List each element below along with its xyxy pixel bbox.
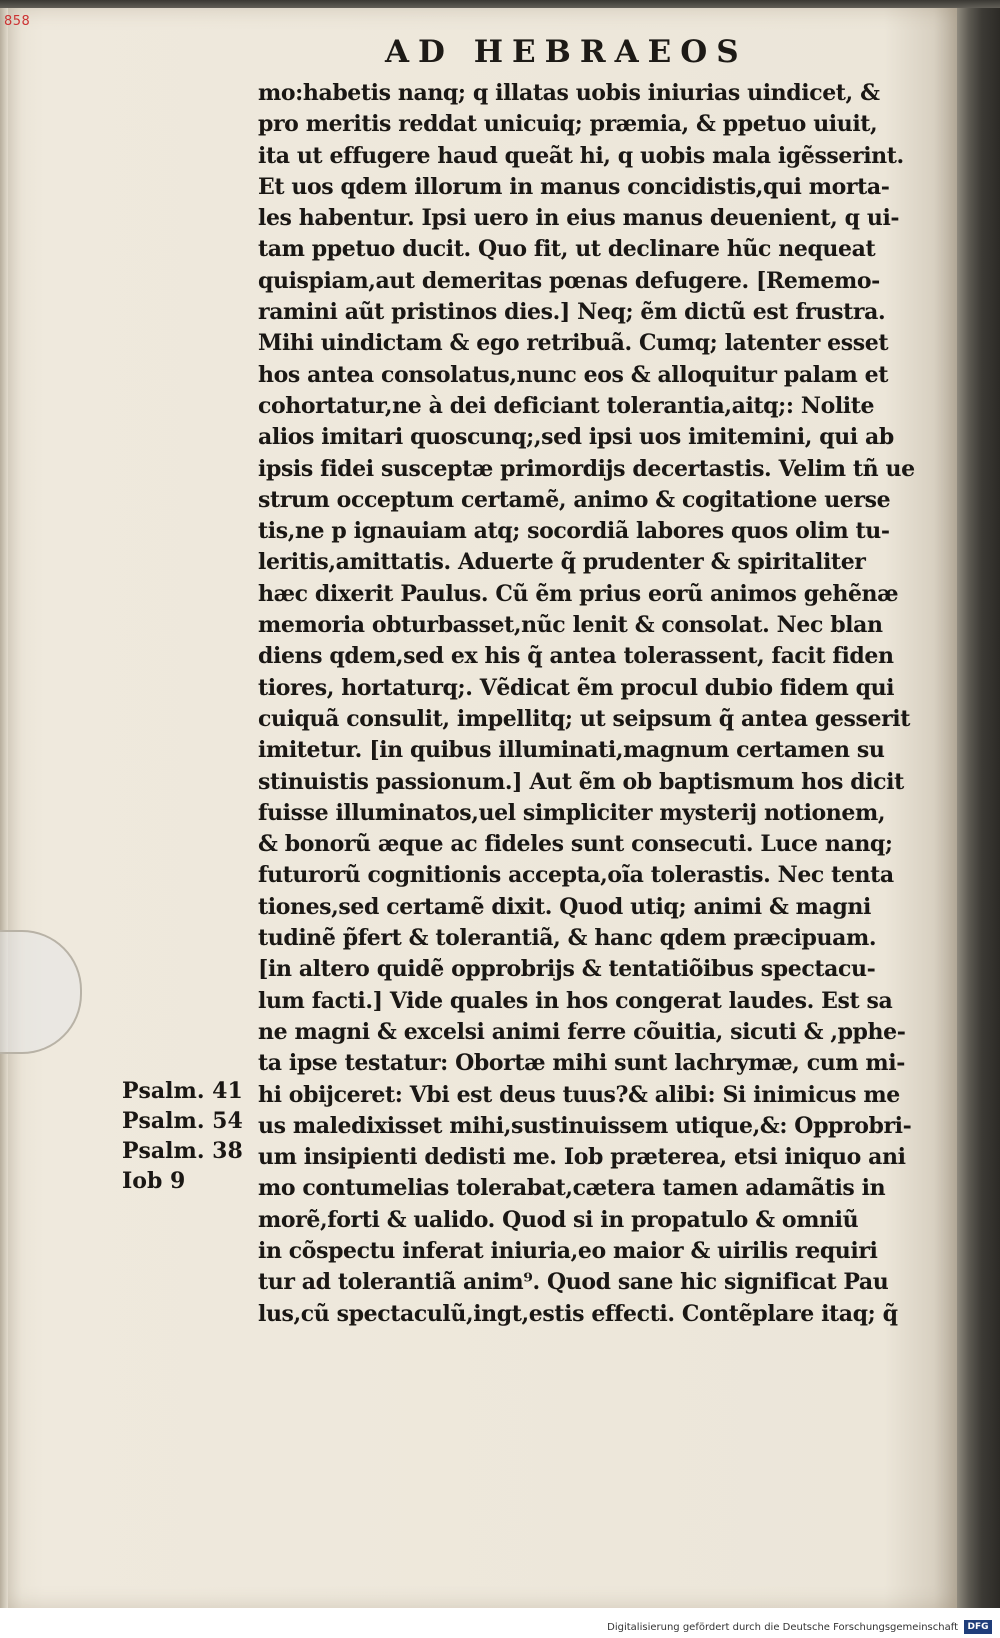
text-line: imitetur. [in quibus illuminati,magnum certamen su [258, 737, 885, 764]
text-line: morẽ,forti & ualido. Quod si in propatulo & omniũ [258, 1206, 859, 1233]
margin-note: Psalm. 38 [122, 1138, 243, 1164]
text-line: in cõspectu inferat iniuria,eo maior & uirilis requiri [258, 1237, 878, 1264]
page-left-edge [0, 8, 8, 1608]
book-fore-edge [957, 8, 1000, 1608]
text-line: alios imitari quoscunq;,sed ipsi uos imitemini, qui ab [258, 424, 894, 451]
text-line: tis,ne p ignauiam atq; socordiã labores quos olim tu- [258, 518, 890, 545]
text-line: cohortatur,ne à dei deficiant tolerantia,aitq;: Nolite [258, 392, 875, 419]
margin-notes [122, 1076, 262, 1196]
body-text [258, 78, 958, 1330]
text-line: Et uos qdem illorum in manus concidistis,qui morta- [258, 173, 890, 200]
margin-note: Psalm. 41 [122, 1078, 243, 1104]
dfg-logo: DFG [964, 1620, 992, 1634]
text-line: lum facti.] Vide quales in hos congerat laudes. Est sa [258, 987, 893, 1014]
text-line: tiones,sed certamẽ dixit. Quod utiq; animi & magni [258, 893, 871, 920]
text-line: tam ppetuo ducit. Quo fit, ut declinare hũc nequeat [258, 236, 876, 263]
text-line: hæc dixerit Paulus. Cũ ẽm prius eorũ animos gehẽnæ [258, 580, 899, 607]
text-line: tur ad tolerantiã anim⁹. Quod sane hic significat Pau [258, 1269, 889, 1296]
text-line: Mihi uindictam & ego retribuã. Cumq; latenter esset [258, 330, 889, 357]
text-line: ramini aũt pristinos dies.] Neq; ẽm dictũ est frustra. [258, 299, 886, 326]
text-line: [in altero quidẽ opprobrijs & tentatiõibus spectacu- [258, 956, 876, 983]
text-line: quispiam,aut demeritas pœnas defugere. [Rememo- [258, 267, 880, 294]
text-line: pro meritis reddat unicuiq; præmia, & ppetuo uiuit, [258, 111, 878, 138]
text-line: futurorũ cognitionis accepta,oĩa tolerastis. Nec tenta [258, 862, 894, 889]
text-line: memoria obturbasset,nũc lenit & consolat. Nec blan [258, 612, 883, 639]
text-line: stinuistis passionum.] Aut ẽm ob baptismum hos dicit [258, 768, 904, 795]
text-line: ita ut effugere haud queãt hi, q uobis mala igẽsserint. [258, 142, 904, 169]
text-line: hi obijceret: Vbi est deus tuus?& alibi: Si inimicus me [258, 1081, 900, 1108]
page-mark: 858 [4, 14, 31, 29]
text-line: mo contumelias tolerabat,cætera tamen adamãtis in [258, 1175, 886, 1202]
margin-note: Psalm. 54 [122, 1108, 243, 1134]
running-head: AD HEBRAEOS [385, 34, 748, 70]
text-line: tudinẽ p̃fert & tolerantiã, & hanc qdem præcipuam. [258, 925, 877, 952]
text-line: & bonorũ æque ac fideles sunt consecuti. Luce nanq; [258, 831, 893, 858]
text-line: ta ipse testatur: Obortæ mihi sunt lachrymæ, cum mi- [258, 1050, 905, 1077]
text-line: fuisse illuminatos,uel simpliciter mysterij notionem, [258, 799, 886, 826]
text-line: mo:habetis nanq; q illatas uobis iniurias uindicet, & [258, 80, 880, 106]
text-line: hos antea consolatus,nunc eos & alloquitur palam et [258, 361, 888, 388]
text-line: um insipienti dedisti me. Iob præterea, etsi iniquo ani [258, 1144, 906, 1171]
text-line: lus,cũ spectaculũ,ingt,estis effecti. Contẽplare itaq; q̃ [258, 1300, 898, 1327]
text-line: strum occeptum certamẽ, animo & cogitatione uerse [258, 486, 891, 513]
text-line: ne magni & excelsi animi ferre cõuitia, sicuti & ,pphe- [258, 1018, 906, 1045]
text-line: us maledixisset mihi,sustinuissem utique,&: Opprobri- [258, 1112, 912, 1139]
footer-credit: Digitalisierung gefördert durch die Deutsche Forschungsgemeinschaft [607, 1622, 958, 1633]
text-line: ipsis fidei susceptæ primordijs decertastis. Velim tñ ue [258, 455, 915, 482]
text-line: cuiquã consulit, impellitq; ut seipsum q̃ antea gesserit [258, 705, 910, 732]
margin-note: Iob 9 [122, 1168, 186, 1194]
text-line: leritis,amittatis. Aduerte q̃ prudenter & spiritaliter [258, 549, 866, 576]
text-line: les habentur. Ipsi uero in eius manus deuenient, q ui- [258, 205, 900, 232]
text-line: diens qdem,sed ex his q̃ antea tolerassent, facit fiden [258, 643, 894, 670]
text-line: tiores, hortaturq;. Vẽdicat ẽm procul dubio fidem qui [258, 674, 895, 701]
